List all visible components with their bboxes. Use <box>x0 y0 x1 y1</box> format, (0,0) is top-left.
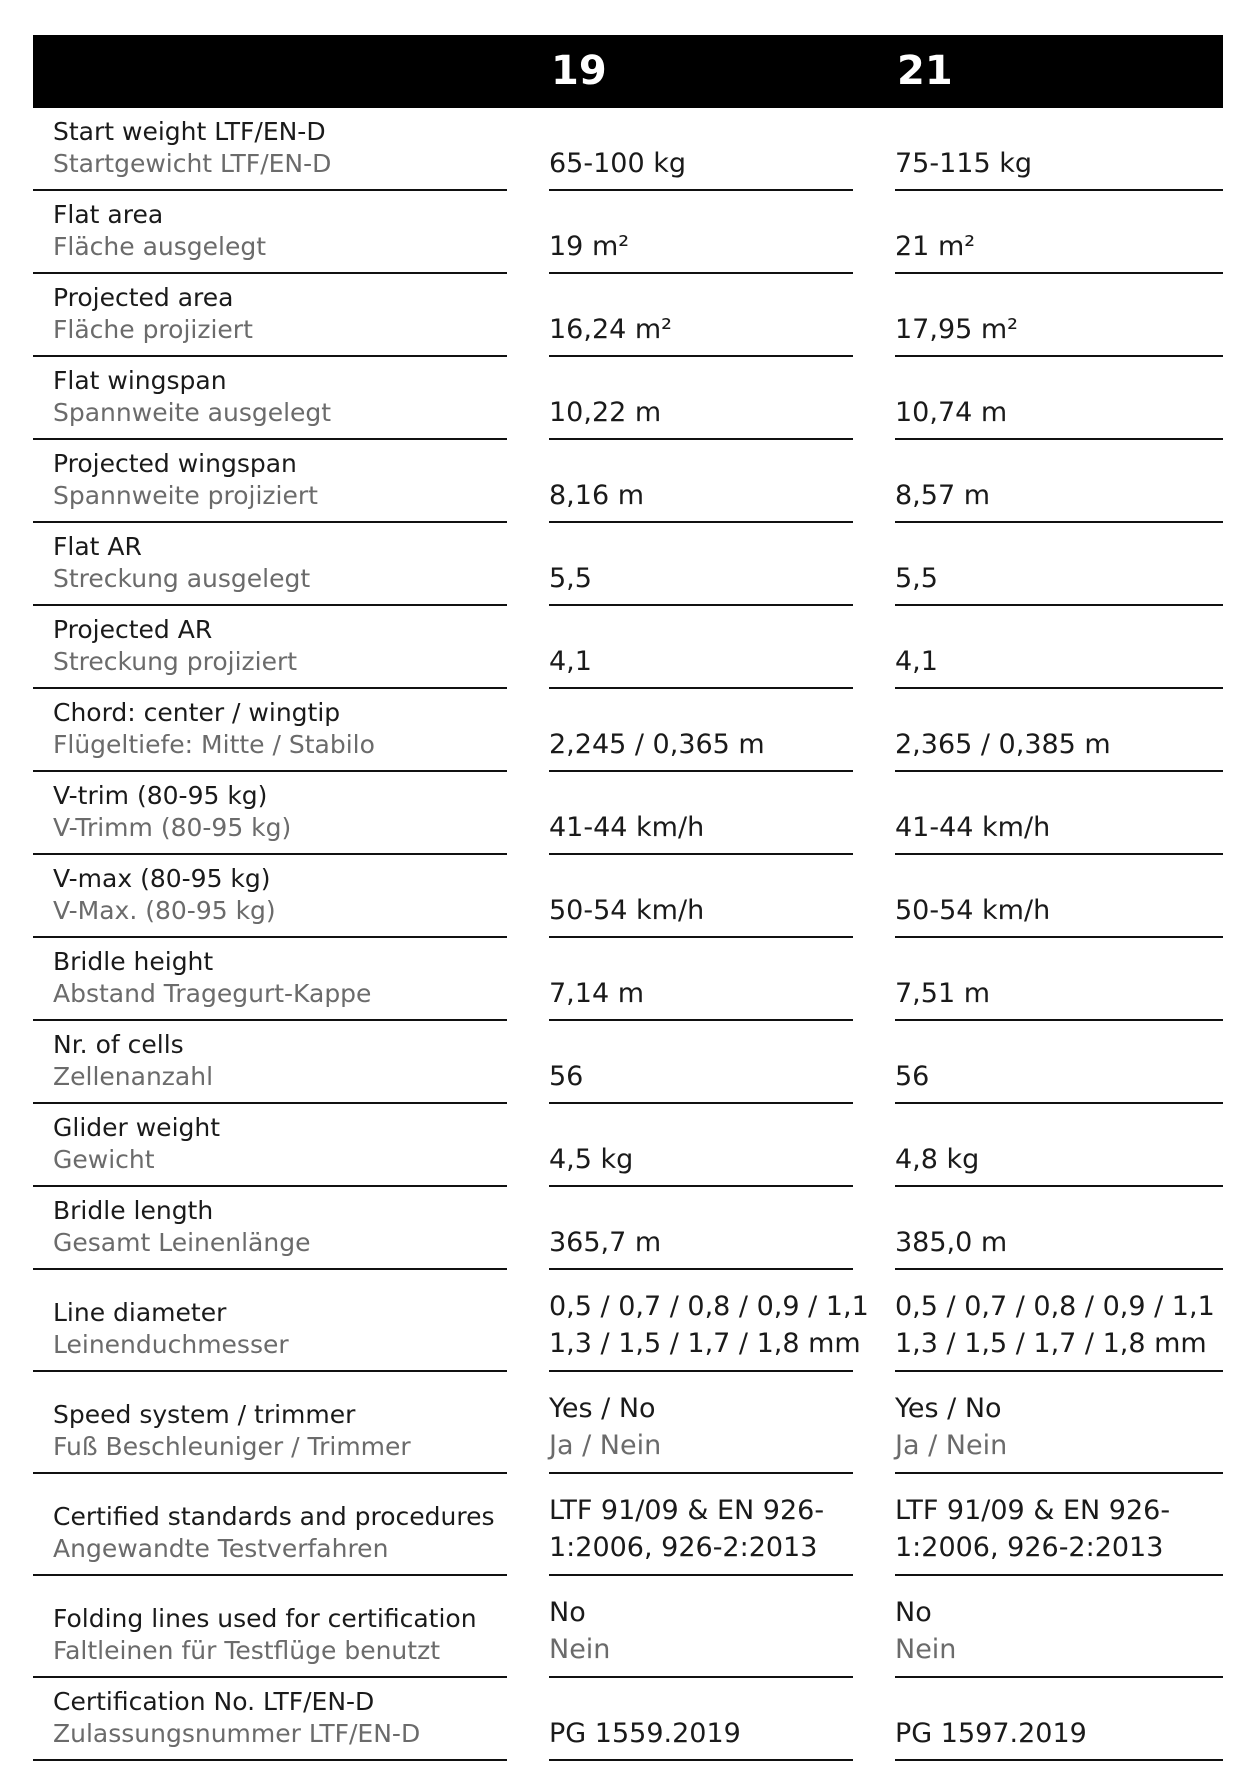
value-19 <box>549 1372 853 1474</box>
label-de: V-Max. (80-95 kg) <box>53 896 276 925</box>
value-19 <box>549 108 853 191</box>
value-21 <box>895 274 1223 357</box>
value-text: 365,7 m <box>549 1227 662 1258</box>
table-row <box>33 274 1223 357</box>
value-19 <box>549 357 853 440</box>
value-line-1: No <box>895 1597 932 1628</box>
value-line-2: Ja / Nein <box>895 1430 1008 1461</box>
value-line-1: No <box>549 1597 586 1628</box>
value-text: 75-115 kg <box>895 148 1032 179</box>
value-text <box>549 1594 610 1668</box>
value-line-2: 1:2006, 926-2:2013 <box>895 1532 1164 1563</box>
row-label <box>33 440 507 523</box>
value-text: 4,8 kg <box>895 1144 980 1175</box>
value-text <box>549 1288 869 1362</box>
value-text: 4,5 kg <box>549 1144 634 1175</box>
value-text: 16,24 m² <box>549 314 673 345</box>
value-21 <box>895 1104 1223 1187</box>
label-de: Startgewicht LTF/EN-D <box>53 149 332 178</box>
value-19 <box>549 938 853 1021</box>
value-line-2: Nein <box>549 1634 611 1665</box>
value-text <box>549 1492 824 1566</box>
label-de: Spannweite ausgelegt <box>53 398 332 427</box>
row-label <box>33 772 507 855</box>
label-de: Zulassungsnummer LTF/EN-D <box>53 1719 421 1748</box>
value-21 <box>895 689 1223 772</box>
label-de: Fläche ausgelegt <box>53 232 267 261</box>
value-text: 41-44 km/h <box>895 812 1051 843</box>
label-en: Chord: center / wingtip <box>53 698 341 727</box>
row-label <box>33 1576 507 1678</box>
label-en: Flat AR <box>53 532 142 561</box>
row-label <box>33 938 507 1021</box>
label-de: Flügeltiefe: Mitte / Stabilo <box>53 730 375 759</box>
label-en: Start weight LTF/EN-D <box>53 117 326 146</box>
value-21 <box>895 1187 1223 1270</box>
table-row <box>33 523 1223 606</box>
value-21 <box>895 606 1223 689</box>
value-line-2: 1,3 / 1,5 / 1,7 / 1,8 mm <box>549 1328 861 1359</box>
row-label <box>33 689 507 772</box>
label-en: Folding lines used for certification <box>53 1604 477 1633</box>
value-text: 19 m² <box>549 231 630 262</box>
value-text: 50-54 km/h <box>549 895 705 926</box>
label-en: Flat wingspan <box>53 366 227 395</box>
value-line-2: 1,3 / 1,5 / 1,7 / 1,8 mm <box>895 1328 1207 1359</box>
value-line-2: Nein <box>895 1634 957 1665</box>
value-21 <box>895 523 1223 606</box>
table-row <box>33 191 1223 274</box>
value-line-1: Yes / No <box>895 1393 1002 1424</box>
label-en: Certification No. LTF/EN-D <box>53 1687 375 1716</box>
value-text: 4,1 <box>549 646 592 677</box>
label-de: Streckung projiziert <box>53 647 298 676</box>
value-21 <box>895 191 1223 274</box>
table-row <box>33 1576 1223 1678</box>
value-text: 2,245 / 0,365 m <box>549 729 765 760</box>
table-row <box>33 1104 1223 1187</box>
label-en: Glider weight <box>53 1113 221 1142</box>
value-19 <box>549 772 853 855</box>
value-21 <box>895 855 1223 938</box>
value-19 <box>549 1187 853 1270</box>
value-text: 7,51 m <box>895 978 991 1009</box>
value-21 <box>895 1270 1223 1372</box>
value-19 <box>549 1576 853 1678</box>
value-text: 8,57 m <box>895 480 991 511</box>
table-row <box>33 1678 1223 1761</box>
value-19 <box>549 1104 853 1187</box>
table-row <box>33 1187 1223 1270</box>
table-row <box>33 606 1223 689</box>
value-text: 65-100 kg <box>549 148 686 179</box>
label-de: Leinenduchmesser <box>53 1330 289 1359</box>
value-text: PG 1559.2019 <box>549 1718 741 1749</box>
value-text: 7,14 m <box>549 978 645 1009</box>
row-label <box>33 1372 507 1474</box>
spec-table <box>33 35 1223 1761</box>
label-en: V-max (80-95 kg) <box>53 864 271 893</box>
row-label <box>33 1104 507 1187</box>
value-19 <box>549 191 853 274</box>
row-label <box>33 1270 507 1372</box>
value-text: 2,365 / 0,385 m <box>895 729 1111 760</box>
value-21 <box>895 440 1223 523</box>
value-text: 56 <box>549 1061 584 1092</box>
value-text: 21 m² <box>895 231 976 262</box>
value-text: 5,5 <box>549 563 592 594</box>
label-de: Gewicht <box>53 1145 155 1174</box>
table-row <box>33 1372 1223 1474</box>
value-21 <box>895 1474 1223 1576</box>
value-19 <box>549 606 853 689</box>
row-label <box>33 855 507 938</box>
row-label <box>33 191 507 274</box>
label-en: Line diameter <box>53 1298 227 1327</box>
value-line-2: 1:2006, 926-2:2013 <box>549 1532 818 1563</box>
row-label <box>33 1021 507 1104</box>
value-text: 5,5 <box>895 563 938 594</box>
label-en: Bridle height <box>53 947 214 976</box>
value-text: 50-54 km/h <box>895 895 1051 926</box>
label-de: V-Trimm (80-95 kg) <box>53 813 292 842</box>
value-21 <box>895 108 1223 191</box>
value-text <box>895 1390 1007 1464</box>
value-21 <box>895 1576 1223 1678</box>
row-label <box>33 108 507 191</box>
table-row <box>33 108 1223 191</box>
row-label <box>33 1187 507 1270</box>
value-21 <box>895 1021 1223 1104</box>
label-en: Projected area <box>53 283 234 312</box>
label-en: Projected wingspan <box>53 449 297 478</box>
table-header <box>33 35 1223 108</box>
table-row <box>33 440 1223 523</box>
value-text: PG 1597.2019 <box>895 1718 1087 1749</box>
value-text <box>895 1594 956 1668</box>
value-text: 385,0 m <box>895 1227 1008 1258</box>
value-21 <box>895 938 1223 1021</box>
value-19 <box>549 523 853 606</box>
value-line-1: 0,5 / 0,7 / 0,8 / 0,9 / 1,1 <box>895 1291 1215 1322</box>
table-row <box>33 938 1223 1021</box>
value-text: 4,1 <box>895 646 938 677</box>
value-text: 41-44 km/h <box>549 812 705 843</box>
label-de: Gesamt Leinenlänge <box>53 1228 311 1257</box>
label-en: Bridle length <box>53 1196 214 1225</box>
row-label <box>33 1678 507 1761</box>
table-row <box>33 1474 1223 1576</box>
value-21 <box>895 1372 1223 1474</box>
value-19 <box>549 1678 853 1761</box>
value-21 <box>895 1678 1223 1761</box>
value-19 <box>549 1474 853 1576</box>
value-19 <box>549 855 853 938</box>
label-de: Angewandte Testverfahren <box>53 1534 389 1563</box>
value-line-1: 0,5 / 0,7 / 0,8 / 0,9 / 1,1 <box>549 1291 869 1322</box>
value-line-1: Yes / No <box>549 1393 656 1424</box>
header-size-19: 19 <box>551 48 607 94</box>
table-row <box>33 689 1223 772</box>
label-de: Fläche projiziert <box>53 315 253 344</box>
value-text: 10,22 m <box>549 397 662 428</box>
row-label <box>33 523 507 606</box>
value-text <box>895 1288 1215 1362</box>
label-de: Zellenanzahl <box>53 1062 214 1091</box>
label-en: Speed system / trimmer <box>53 1400 356 1429</box>
value-line-2: Ja / Nein <box>549 1430 662 1461</box>
label-de: Abstand Tragegurt-Kappe <box>53 979 372 1008</box>
value-19 <box>549 689 853 772</box>
value-text <box>549 1390 661 1464</box>
label-en: V-trim (80-95 kg) <box>53 781 268 810</box>
table-row <box>33 1270 1223 1372</box>
value-19 <box>549 1021 853 1104</box>
label-en: Projected AR <box>53 615 213 644</box>
value-19 <box>549 274 853 357</box>
value-line-1: LTF 91/09 & EN 926- <box>549 1495 825 1526</box>
row-label <box>33 1474 507 1576</box>
table-row <box>33 357 1223 440</box>
value-19 <box>549 440 853 523</box>
label-en: Flat area <box>53 200 164 229</box>
value-line-1: LTF 91/09 & EN 926- <box>895 1495 1171 1526</box>
value-19 <box>549 1270 869 1372</box>
label-de: Fuß Beschleuniger / Trimmer <box>53 1432 411 1461</box>
table-row <box>33 772 1223 855</box>
value-text <box>895 1492 1170 1566</box>
row-label <box>33 274 507 357</box>
header-size-21: 21 <box>897 48 953 94</box>
value-21 <box>895 357 1223 440</box>
label-de: Streckung ausgelegt <box>53 564 311 593</box>
table-row <box>33 855 1223 938</box>
value-text: 17,95 m² <box>895 314 1019 345</box>
label-de: Spannweite projiziert <box>53 481 318 510</box>
row-label <box>33 606 507 689</box>
value-text: 10,74 m <box>895 397 1008 428</box>
table-row <box>33 1021 1223 1104</box>
row-label <box>33 357 507 440</box>
label-en: Certified standards and procedures <box>53 1502 495 1531</box>
value-text: 8,16 m <box>549 480 645 511</box>
label-en: Nr. of cells <box>53 1030 184 1059</box>
label-de: Faltleinen für Testflüge benutzt <box>53 1636 440 1665</box>
value-text: 56 <box>895 1061 930 1092</box>
value-21 <box>895 772 1223 855</box>
